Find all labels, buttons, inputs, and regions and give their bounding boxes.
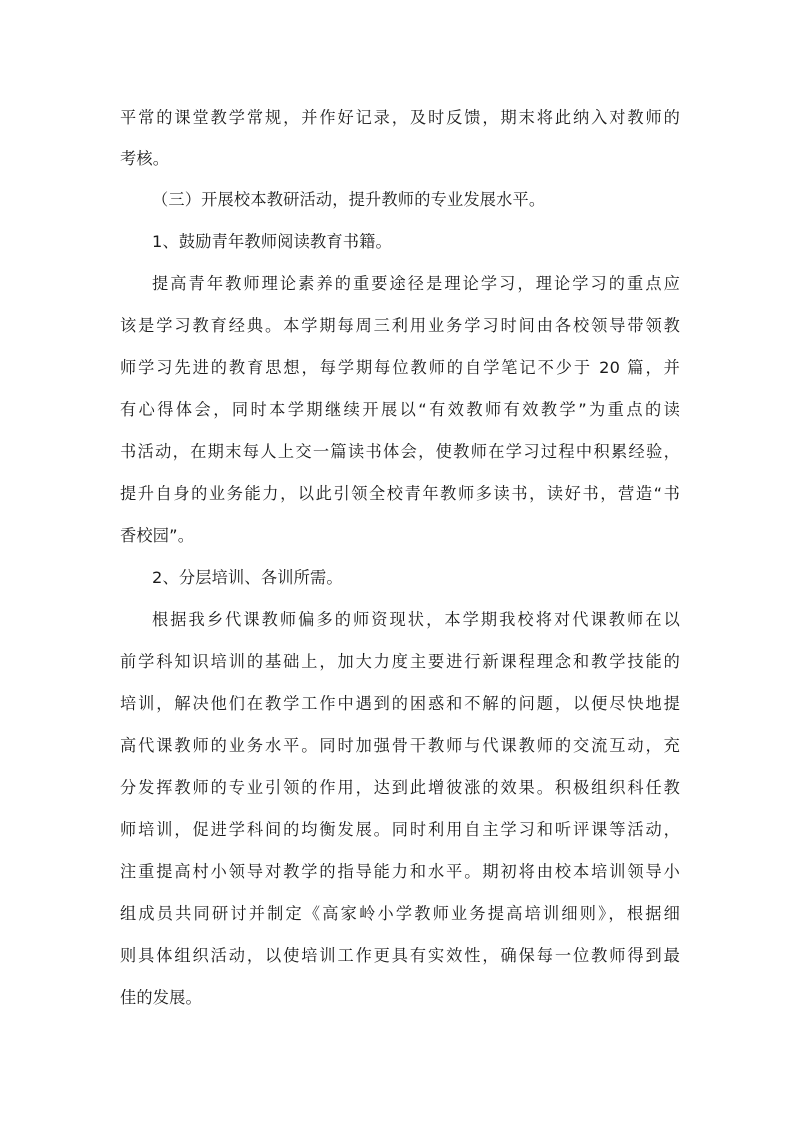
text-line: 培训，解决他们在教学工作中遇到的困惑和不解的问题，以便尽快地提 xyxy=(120,694,680,713)
text-line: 师学习先进的教育思想，每学期每位教师的自学笔记不少于 20 篇，并 xyxy=(120,358,680,377)
text-line: 提高青年教师理论素养的重要途径是理论学习，理论学习的重点应 xyxy=(152,274,680,293)
text-line: 注重提高村小领导对教学的指导能力和水平。期初将由校本培训领导小 xyxy=(120,862,680,881)
text-line: 香校园”。 xyxy=(120,526,195,545)
text-line: 则具体组织活动，以使培训工作更具有实效性，确保每一位教师得到最 xyxy=(120,946,680,965)
subsection-heading: 1、鼓励青年教师阅读教育书籍。 xyxy=(152,232,392,251)
text-line: 佳的发展。 xyxy=(120,988,202,1007)
text-line: 该是学习教育经典。本学期每周三利用业务学习时间由各校领导带领教 xyxy=(120,316,680,335)
text-line: 提升自身的业务能力，以此引领全校青年教师多读书，读好书，营造“书 xyxy=(120,484,680,503)
text-line: 高代课教师的业务水平。同时加强骨干教师与代课教师的交流互动，充 xyxy=(120,736,680,755)
text-line: 书活动，在期末每人上交一篇读书体会，使教师在学习过程中积累经验， xyxy=(120,442,680,461)
text-line: 组成员共同研讨并制定《高家岭小学教师业务提高培训细则》，根据细 xyxy=(120,904,680,923)
text-line: 分发挥教师的专业引领的作用，达到此增彼涨的效果。积极组织科任教 xyxy=(120,778,680,797)
text-line: 师培训，促进学科间的均衡发展。同时利用自主学习和听评课等活动， xyxy=(120,820,680,839)
section-heading: （三）开展校本教研活动，提升教师的专业发展水平。 xyxy=(152,190,546,209)
text-line: 有心得体会，同时本学期继续开展以“有效教师有效教学”为重点的读 xyxy=(120,400,680,419)
text-line: 平常的课堂教学常规，并作好记录，及时反馈，期末将此纳入对教师的 xyxy=(120,108,680,127)
text-line: 根据我乡代课教师偏多的师资现状，本学期我校将对代课教师在以 xyxy=(152,610,680,629)
text-line: 考核。 xyxy=(120,149,170,168)
text-line: 前学科知识培训的基础上，加大力度主要进行新课程理念和教学技能的 xyxy=(120,652,680,671)
subsection-heading: 2、分层培训、各训所需。 xyxy=(152,568,343,587)
